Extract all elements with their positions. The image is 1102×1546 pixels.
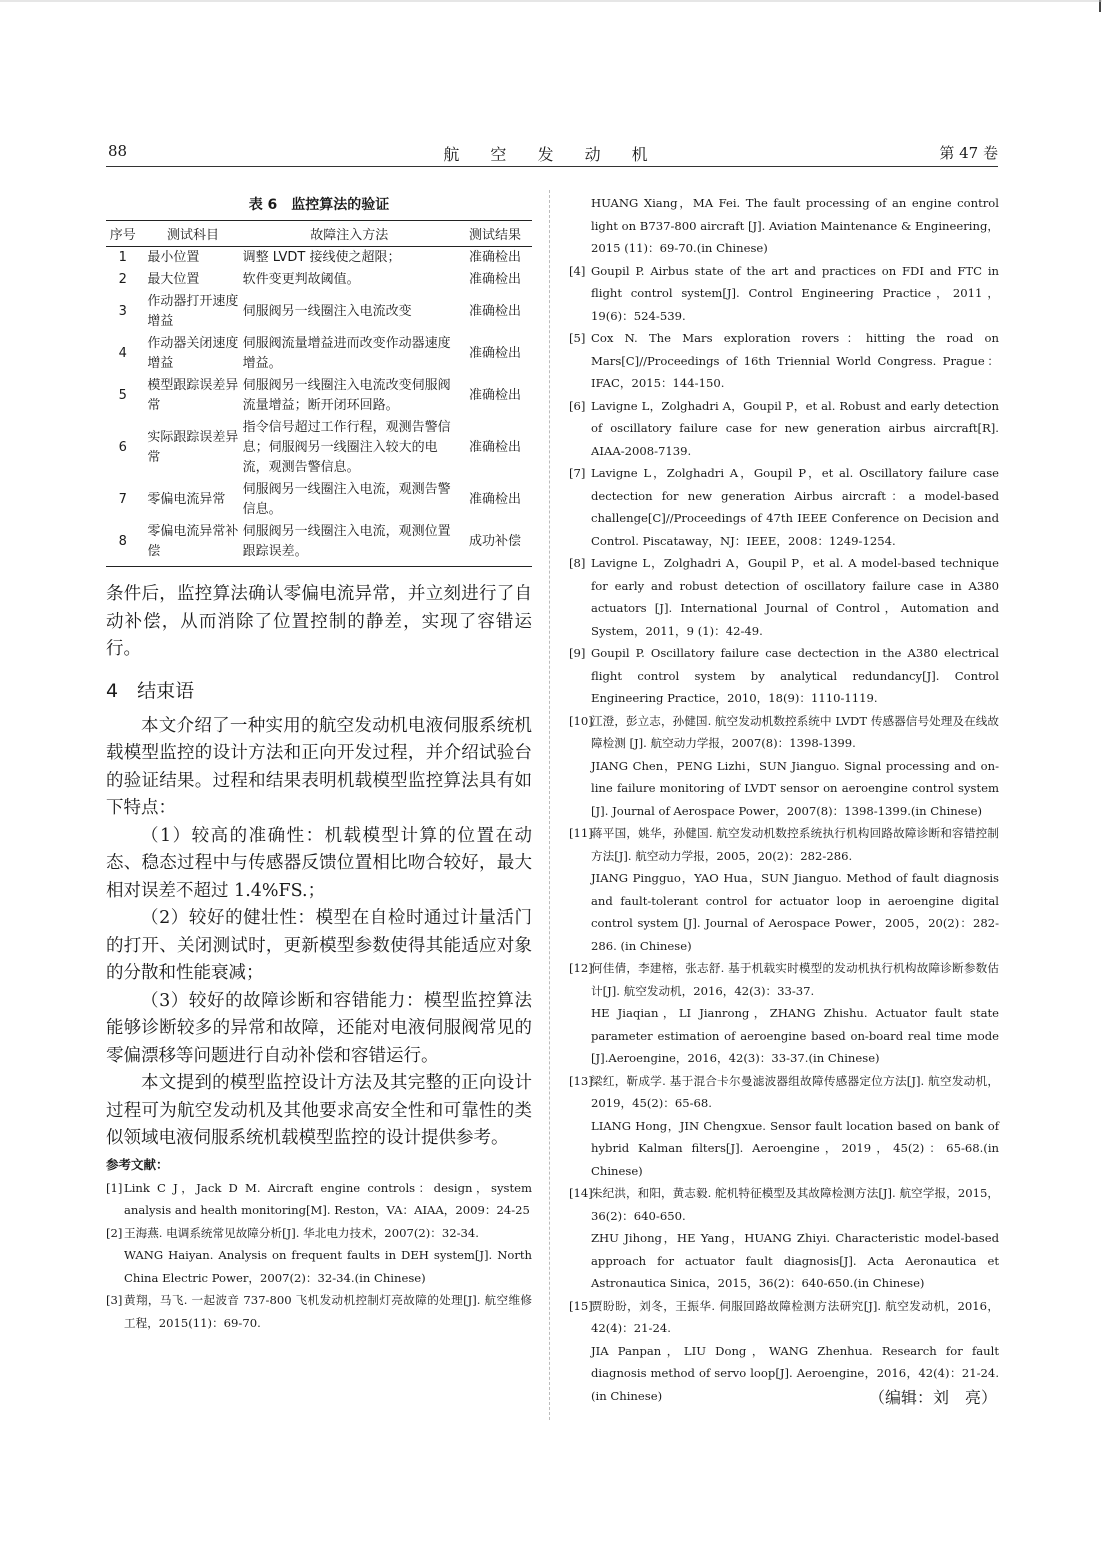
reference-number: [14] (569, 1186, 593, 1200)
reference-number: [7] (569, 466, 586, 480)
page-number: 88 (108, 142, 128, 160)
reference-text: Goupil P. Airbus state of the art and practices on FDI and FTC in flight control system[J]. Control Engineering Practice，2011，19(6)：524-539. (591, 263, 999, 323)
row-result: 准确检出 (469, 272, 522, 287)
reference-english: JIA Panpan，LIU Dong，WANG Zhenhua. Research for fault diagnosis method of servo loop[J]. Aeroengine，2016，42(4)：21-24.(in Chinese) (591, 1343, 999, 1403)
reference-item (569, 552, 999, 642)
col-header-no: 序号 (106, 221, 139, 247)
reference-text: Goupil P. Oscillatory failure case dectection in the A380 electrical flight control system by analytical redundancy[J]. Control Engineering Practice，2010，18(9)：1110-1119. (591, 646, 999, 705)
reference-text: 江澄，彭立志，孙健国. 航空发动机数控系统中 LVDT 传感器信号处理及在线故障检测 [J]. 航空动力学报，2007(8)：1398-1399. (591, 713, 999, 750)
reference-text: Lavigne L，Zolghadri A，Goupil P，et al. A model-based technique for early and robust detection of oscillatory failure case in A380 actuators [J]. International Journal of Control，Automation and System，2011，9 (1)：42-49. (591, 556, 999, 638)
table-row (106, 417, 532, 479)
row-method: 指令信号超过工作行程，观测告警信息；伺服阀另一线圈注入较大的电流，观测告警信息。 (242, 420, 451, 475)
row-result: 准确检出 (469, 304, 522, 319)
reference-number: [2] (106, 1225, 123, 1240)
row-result: 准确检出 (469, 492, 522, 507)
row-number: 4 (118, 346, 127, 361)
reference-item (569, 822, 999, 957)
table-row (106, 521, 532, 567)
references-right (569, 192, 999, 1407)
paragraph: 本文介绍了一种实用的航空发动机电液伺服系统机载模型监控的设计方法和正向开发过程，并介绍试验台的验证结果。过程和结果表明机载模型监控算法具有如下特点： (106, 715, 532, 818)
paragraph: （1）较高的准确性：机载模型计算的位置在动态、稳态过程中与传感器反馈位置相比吻合较好，最大相对误差不超过 1.4%FS.； (106, 825, 532, 901)
row-subject: 作动器关闭速度增益 (147, 336, 239, 371)
row-subject: 作动器打开速度增益 (147, 294, 239, 329)
row-method: 伺服阀另一线圈注入电流改变伺服阀流量增益；断开闭环回路。 (242, 378, 451, 413)
reference-english: WANG Haiyan. Analysis on frequent faults in DEH system[J]. North China Electric Power，2007(2)：32-34.(in Chinese) (124, 1248, 532, 1285)
reference-text: 蒋平国，姚华，孙健国. 航空发动机数控系统执行机构回路故障诊断和容错控制方法[J]. 航空动力学报，2005，20(2)：282-286. (591, 826, 999, 863)
col-header-result: 测试结果 (458, 221, 532, 247)
reference-text: Link C J，Jack D M. Aircraft engine controls：design，system analysis and health monitoring[M]. Reston，VA：AIAA，2009：24-25 (124, 1180, 532, 1217)
paragraph: （2）较好的健壮性：模型在自检时通过计量活门的打开、关闭测试时，更新模型参数使得其能适应对象的分散和性能衰减； (106, 908, 532, 983)
reference-number: [1] (106, 1180, 123, 1195)
col-header-subject: 测试科目 (139, 221, 240, 247)
reference-number: [9] (569, 646, 586, 660)
reference-number: [3] (106, 1293, 123, 1307)
table-header-row (106, 221, 532, 247)
row-number: 3 (118, 304, 127, 319)
paragraph: 本文提到的模型监控设计方法及其完整的正向设计过程可为航空发动机及其他要求高安全性和可靠性的类似领域电液伺服系统机载模型监控的设计提供参考。 (106, 1073, 532, 1148)
running-header (106, 140, 998, 167)
reference-item (106, 1177, 532, 1222)
row-result: 准确检出 (469, 250, 522, 265)
row-method: 伺服阀另一线圈注入电流，观测告警信息。 (242, 482, 451, 517)
journal-title: 航 空 发 动 机 (443, 145, 661, 164)
reference-number: [11] (569, 826, 593, 840)
reference-item (569, 1182, 999, 1295)
reference-text: HUANG Xiang，MA Fei. The fault processing of an engine control light on B737-800 aircraft [J]. Aviation Maintenance & Engineering，2015 (11)：69-70.(in Chinese) (591, 196, 999, 255)
reference-text: 黄翔，马飞. 一起波音 737-800 飞机发动机控制灯亮故障的处理[J]. 航空维修工程，2015(11)：69-70. (124, 1293, 532, 1330)
reference-english: ZHU Jihong，HE Yang，HUANG Zhiyi. Characteristic model-based approach for actuator fault diagnosis[J]. Acta Aeronautica et Astronautica Sinica，2015，36(2)：640-650.(in Chinese) (591, 1231, 999, 1290)
reference-item (569, 642, 999, 710)
body-text (106, 581, 532, 1153)
row-result: 准确检出 (469, 388, 522, 403)
reference-item (569, 957, 999, 1070)
reference-item (569, 710, 999, 823)
reference-number: [15] (569, 1298, 593, 1313)
row-method: 软件变更判故阈值。 (242, 272, 360, 287)
left-column (106, 190, 532, 1334)
verification-table (106, 220, 532, 567)
reference-english: LIANG Hong，JIN Chengxue. Sensor fault location based on bank of hybrid Kalman filters[J]. Aeroengine，2019，45(2)：65-68.(in Chinese) (591, 1118, 999, 1178)
reference-item (569, 260, 999, 328)
section-title: 4 结束语 (106, 679, 195, 702)
table-row (106, 269, 532, 291)
row-method: 伺服阀另一线圈注入电流改变 (242, 304, 412, 319)
row-subject: 零偏电流异常 (147, 492, 226, 507)
row-subject: 实际跟踪误差异常 (147, 430, 239, 465)
row-number: 7 (118, 492, 127, 507)
row-subject: 零偏电流异常补偿 (139, 521, 240, 567)
row-result: 准确检出 (469, 440, 522, 455)
references-left (106, 1177, 532, 1335)
reference-english: JIANG Chen，PENG Lizhi，SUN Jianguo. Signal processing and on-line failure monitoring of LVDT sensor on aeroengine control system [J]. Journal of Aerospace Power，2007(8)：1398-1399.(in Chinese) (591, 758, 999, 818)
reference-text: Lavigne L，Zolghadri A，Goupil P，et al. Robust and early detection of oscillatory failure case for new generation airbus aircraft[R]. AIAA-2008-7139. (591, 398, 999, 458)
row-number: 2 (118, 272, 127, 287)
row-subject: 最小位置 (147, 250, 200, 265)
col-header-method: 故障注入方法 (241, 221, 458, 247)
reference-number: [5] (569, 331, 586, 345)
reference-text: 朱纪洪，和阳，黄志毅. 舵机特征模型及其故障检测方法[J]. 航空学报，2015，36(2)：640-650. (591, 1186, 999, 1223)
column-divider (549, 190, 550, 1420)
reference-item (569, 192, 999, 260)
reference-item (106, 1222, 532, 1290)
reference-number: [6] (569, 398, 586, 413)
reference-number: [10] (569, 713, 593, 728)
row-result: 成功补偿 (458, 521, 532, 567)
reference-item (569, 395, 999, 463)
row-subject: 模型跟踪误差异常 (147, 378, 239, 413)
reference-english: HE Jiaqian，LI Jianrong，ZHANG Zhishu. Actuator fault state parameter estimation of aeroengine based on-board real time mode [J].Aeroengine，2016，42(3)：33-37.(in Chinese) (591, 1006, 999, 1065)
right-column (569, 192, 999, 1408)
row-number: 1 (118, 250, 127, 265)
reference-english: JIANG Pingguo，YAO Hua，SUN Jianguo. Method of fault diagnosis and fault-tolerant control for actuator loop in aeroengine digital control system [J]. Journal of Aerospace Power，2005，20(2)：282-286. (in Chinese) (591, 871, 999, 953)
reference-number: [8] (569, 556, 586, 570)
reference-text: 何佳倩，李建榕，张志舒. 基于机载实时模型的发动机执行机构故障诊断参数估计[J]. 航空发动机，2016，42(3)：33-37. (591, 961, 999, 998)
reference-text: 王海燕. 电调系统常见故障分析[J]. 华北电力技术，2007(2)：32-34. (124, 1225, 479, 1240)
reference-item (569, 1295, 999, 1408)
row-number: 5 (118, 388, 127, 403)
row-number: 8 (106, 521, 139, 567)
row-method: 伺服阀另一线圈注入电流，观测位置跟踪误差。 (241, 521, 458, 567)
table-row (106, 291, 532, 333)
reference-text: 贾盼盼，刘冬，王振华. 伺服回路故障检测方法研究[J]. 航空发动机，2016，42(4)：21-24. (591, 1298, 999, 1335)
reference-item (569, 327, 999, 395)
reference-number: [13] (569, 1073, 593, 1088)
reference-text: Cox N. The Mars exploration rovers：hitting the road on Mars[C]//Proceedings of 16th Triennial World Congress. Prague：IFAC，2015：144-150. (591, 331, 999, 390)
row-method: 伺服阀流量增益进而改变作动器速度增益。 (242, 336, 451, 371)
row-number: 6 (118, 440, 127, 455)
row-subject: 最大位置 (147, 272, 200, 287)
table-row (106, 375, 532, 417)
table-row (106, 479, 532, 521)
reference-number: [4] (569, 263, 586, 278)
reference-text: Lavigne L，Zolghadri A，Goupil P，et al. Oscillatory failure case dectection for new generation Airbus aircraft：a model-based challenge[C]//Proceedings of 47th IEEE Conference on Decision and Control. Piscataway，NJ：IEEE，2008：1249-1254. (591, 466, 999, 548)
table-row (106, 333, 532, 375)
row-result: 准确检出 (469, 346, 522, 361)
table-caption: 表 6 监控算法的验证 (248, 197, 390, 213)
table-body (106, 247, 532, 567)
reference-text: 梁红，靳成学. 基于混合卡尔曼滤波器组故障传感器定位方法[J]. 航空发动机，2019，45(2)：65-68. (591, 1073, 999, 1110)
references-heading: 参考文献： (106, 1156, 169, 1172)
paragraph: （3）较好的故障诊断和容错能力：模型监控算法能够诊断较多的异常和故障，还能对电液伺服阀常见的零偏漂移等问题进行自动补偿和容错运行。 (106, 990, 532, 1066)
reference-number: [12] (569, 961, 593, 975)
reference-item (569, 462, 999, 552)
row-method: 调整 LVDT 接线使之超限； (242, 250, 401, 265)
volume-label: 第 47 卷 (939, 144, 998, 162)
table-row (106, 247, 532, 270)
editor-note: （编辑：刘 亮） (868, 1388, 997, 1407)
reference-item (106, 1289, 532, 1334)
reference-item (569, 1070, 999, 1183)
paragraph: 条件后，监控算法确认零偏电流异常，并立刻进行了自动补偿，从而消除了位置控制的静差，实现了容错运行。 (106, 584, 532, 659)
